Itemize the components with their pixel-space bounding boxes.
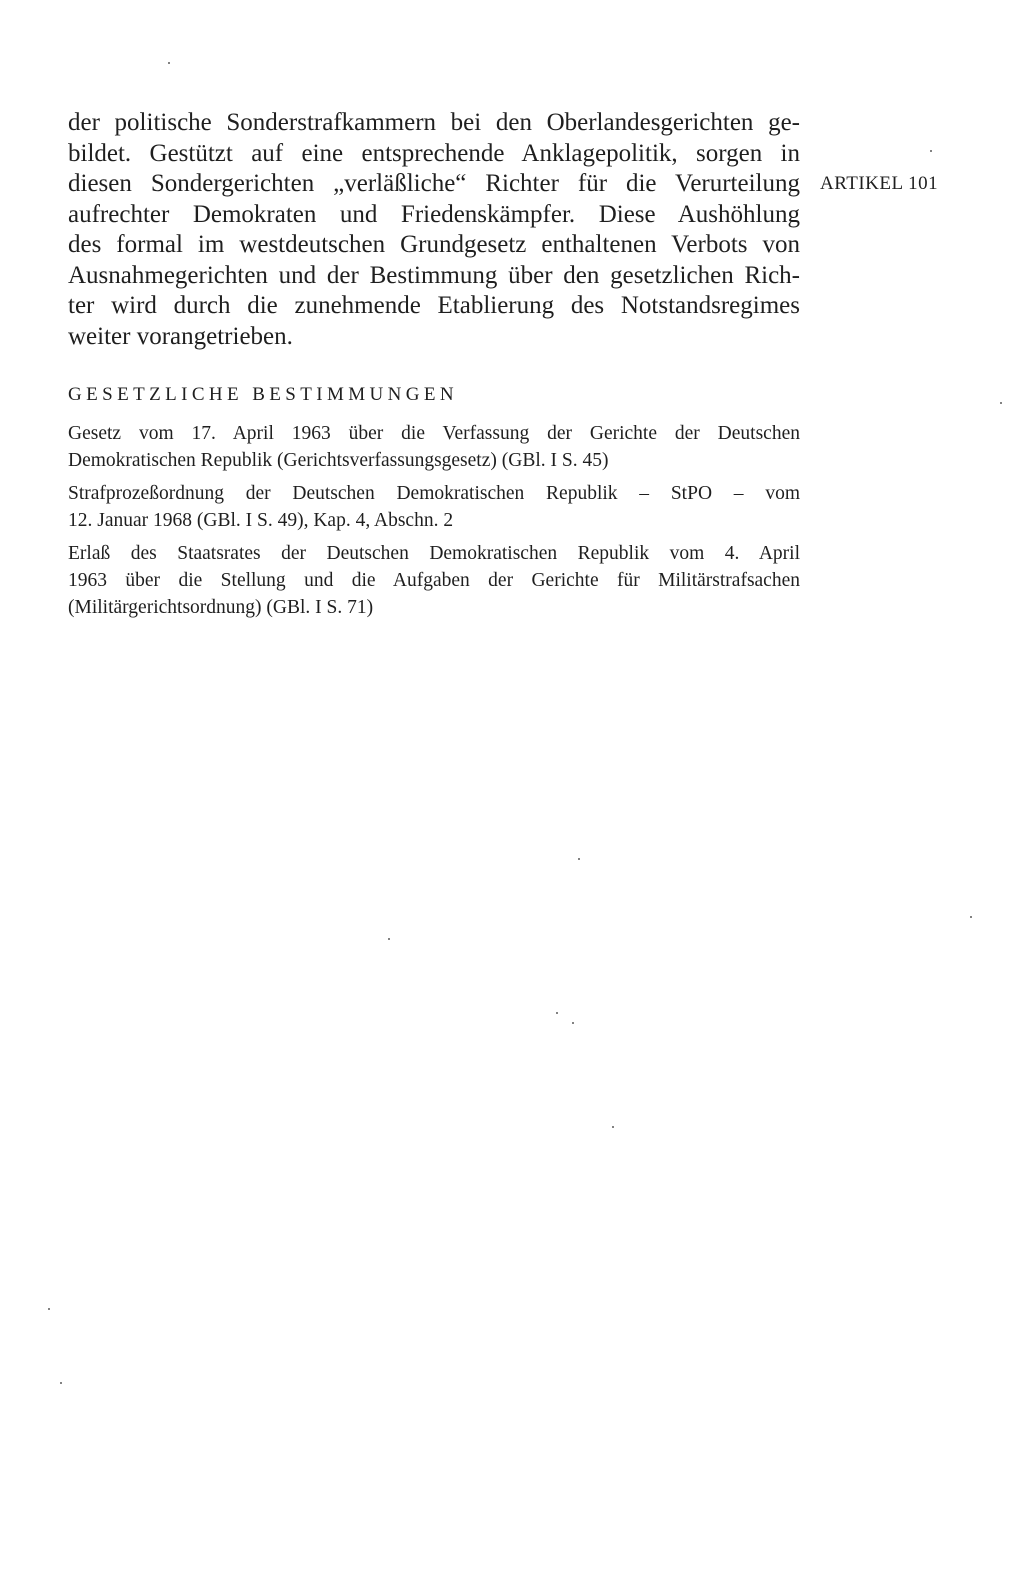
body-line: der politische Sonderstrafkammern bei den Oberlandesgerichten ge- [68, 109, 800, 136]
body-line: ter wird durch die zunehmende Etablierung des Notstandsregimes [68, 292, 800, 319]
scan-speck [578, 858, 580, 860]
body-line: diesen Sondergerichten „verläßliche“ Richter für die Verurteilung [68, 170, 800, 197]
source-line: Gesetz vom 17. April 1963 über die Verfassung der Gerichte der Deutschen [68, 423, 800, 444]
source-line: 1963 über die Stellung und die Aufgaben der Gerichte für Militärstrafsachen [68, 570, 800, 591]
legal-source-item [68, 420, 800, 474]
scan-speck [970, 916, 972, 918]
body-line: des formal im westdeutschen Grundgesetz enthaltenen Verbots von [68, 231, 800, 258]
legal-source-item [68, 540, 800, 621]
scan-speck [572, 1022, 574, 1024]
body-line: weiter vorangetrieben. [68, 322, 293, 350]
scan-speck [612, 1126, 614, 1128]
scan-speck [930, 150, 932, 152]
scan-speck [1000, 402, 1002, 404]
scan-speck [388, 938, 390, 940]
source-line: (Militärgerichtsordnung) (GBl. I S. 71) [68, 597, 374, 618]
margin-note-article: ARTIKEL 101 [820, 173, 939, 194]
body-line: bildet. Gestützt auf eine entsprechende Anklagepolitik, sorgen in [68, 139, 800, 167]
body-paragraph [68, 108, 800, 352]
source-line: 12. Januar 1968 (GBl. I S. 49), Kap. 4, Abschn. 2 [68, 510, 454, 531]
legal-sources-list [68, 420, 800, 627]
scan-speck [48, 1308, 50, 1310]
scan-speck [60, 1382, 62, 1384]
source-line: Strafprozeßordnung der Deutschen Demokratischen Republik – StPO – vom [68, 483, 800, 504]
source-line: Demokratischen Republik (Gerichtsverfassungsgesetz) (GBl. I S. 45) [68, 450, 609, 471]
body-line: aufrechter Demokraten und Friedenskämpfer. Diese Aushöhlung [68, 200, 800, 228]
section-heading: GESETZLICHE BESTIMMUNGEN [68, 384, 459, 405]
body-line: Ausnahmegerichten und der Bestimmung über den gesetzlichen Rich- [68, 261, 800, 289]
source-line: Erlaß des Staatsrates der Deutschen Demokratischen Republik vom 4. April [68, 543, 800, 564]
legal-source-item [68, 480, 800, 534]
scan-speck [168, 62, 170, 64]
scan-speck [556, 1012, 558, 1014]
